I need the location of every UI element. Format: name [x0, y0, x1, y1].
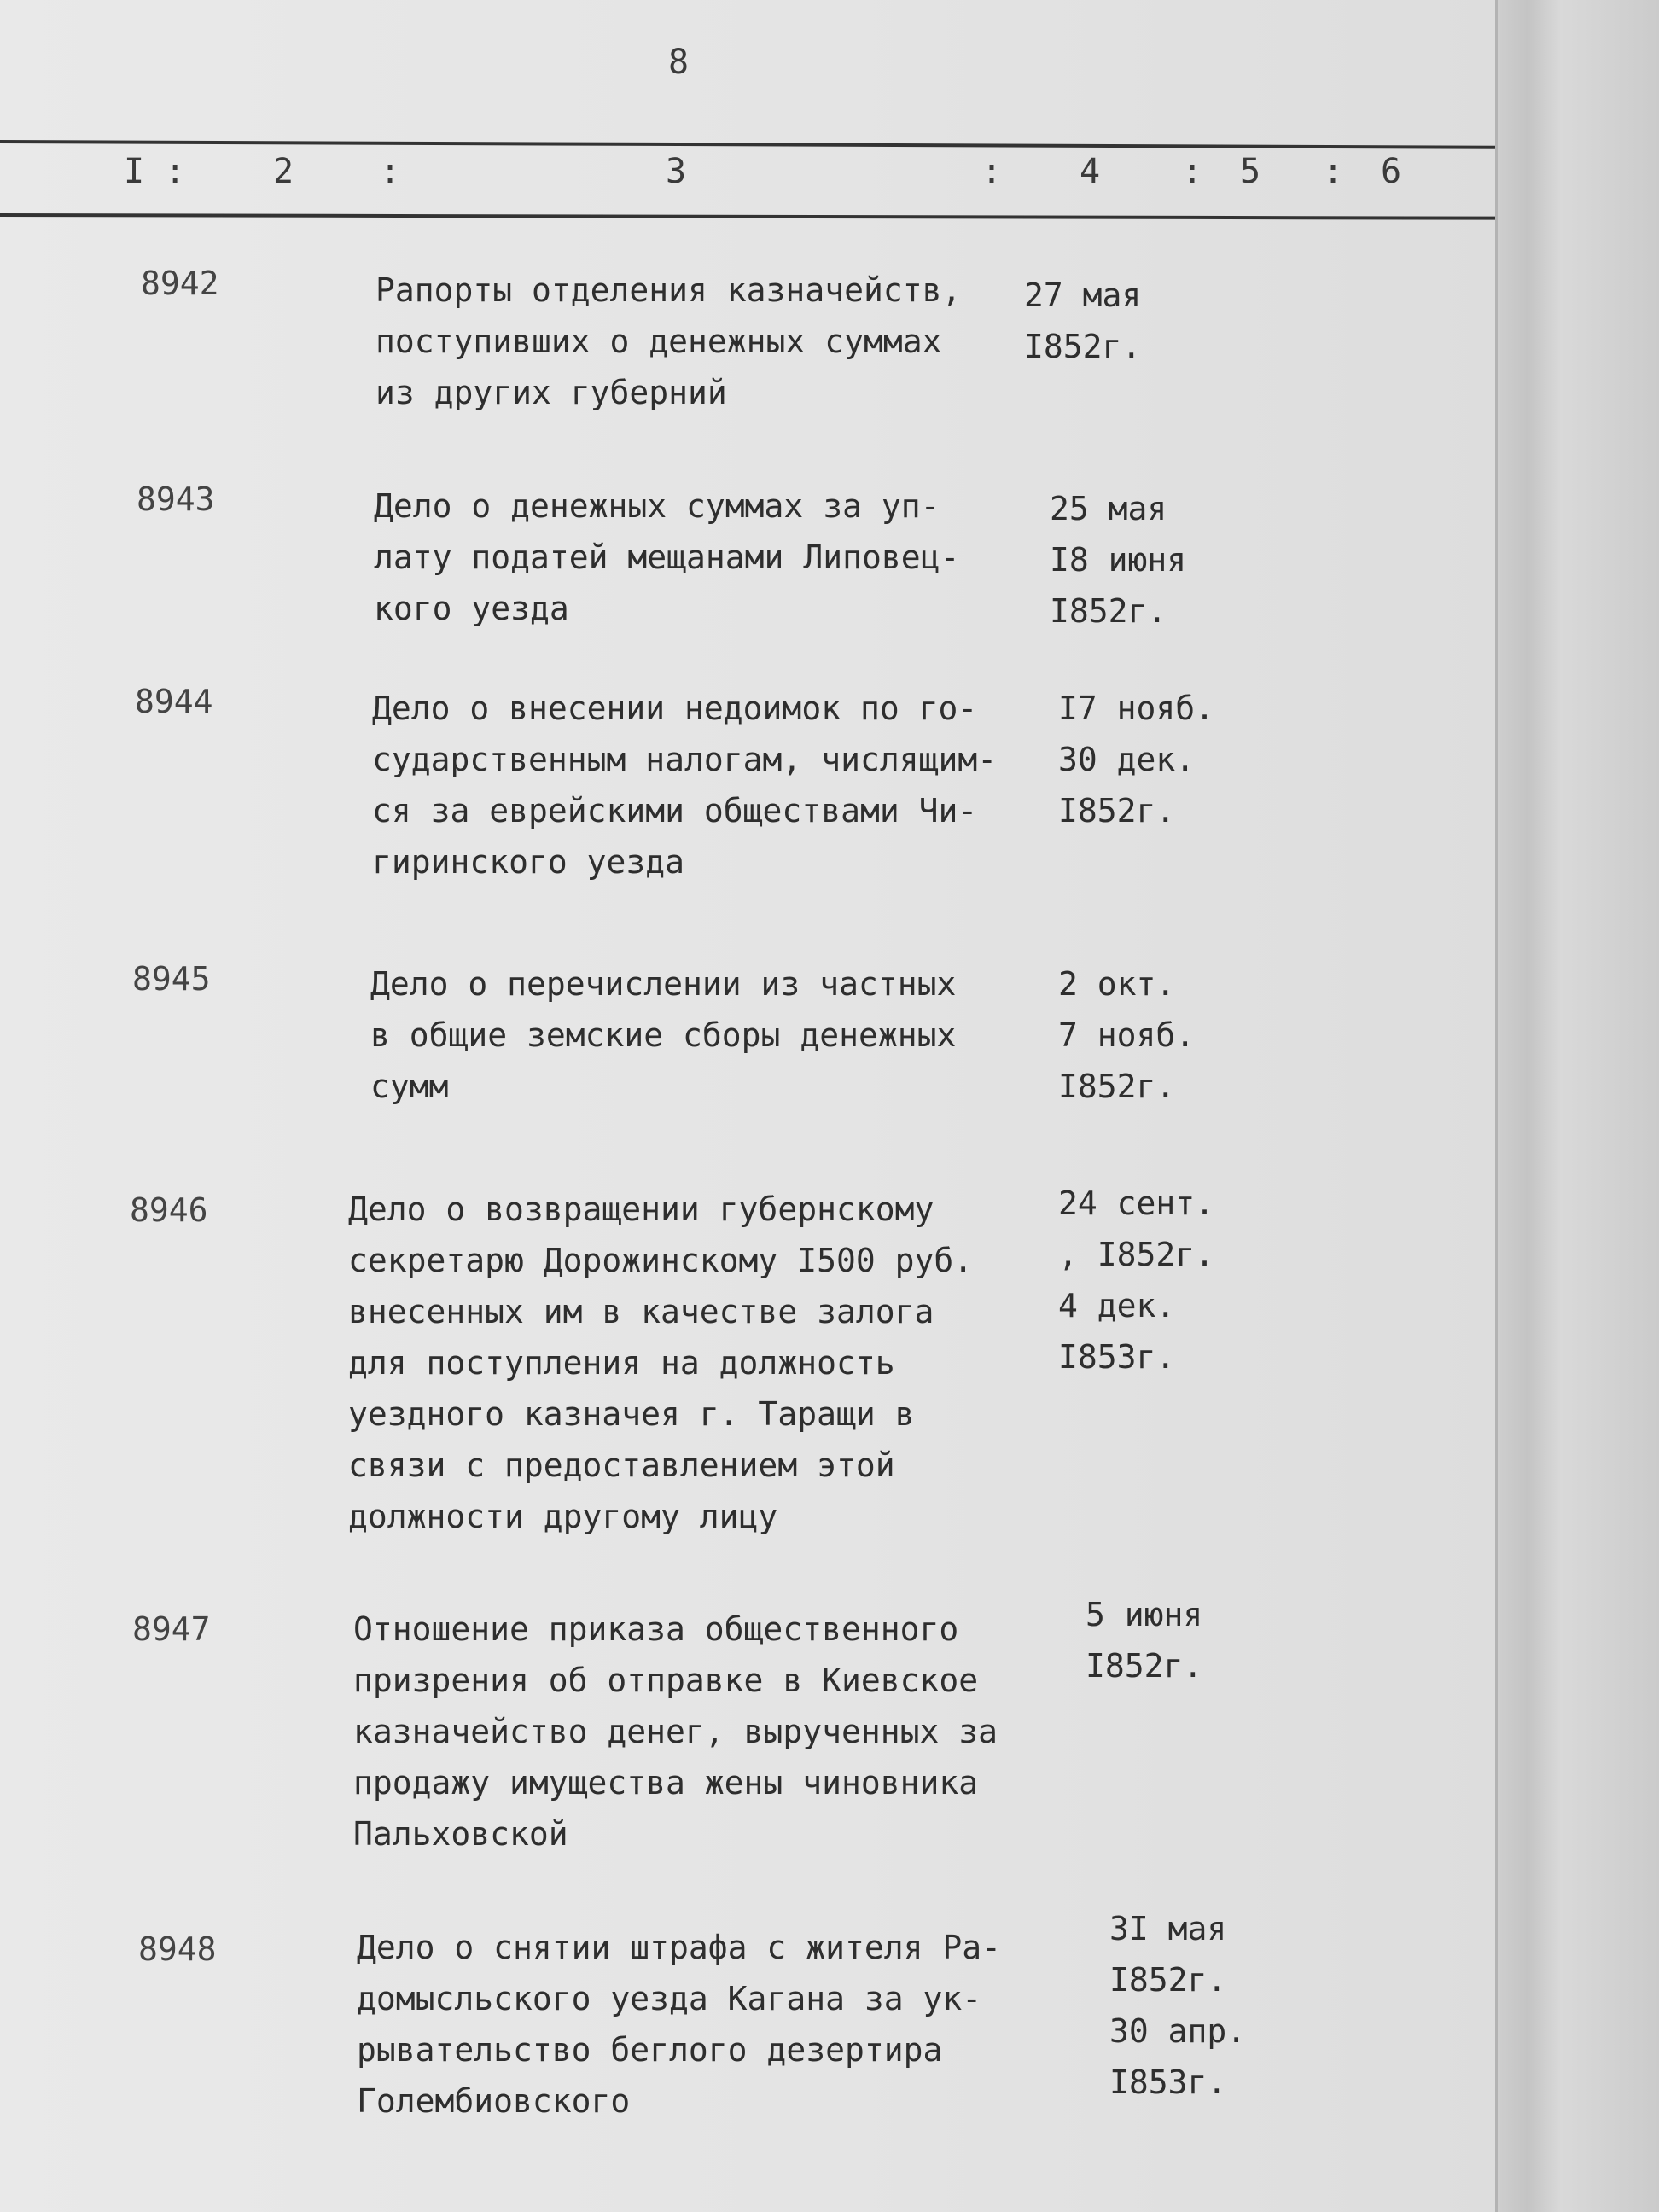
entry-title-line: связи с предоставлением этой — [348, 1447, 895, 1484]
entry-date-line: I852г. — [1058, 792, 1176, 830]
entry-dates — [1050, 483, 1186, 637]
column-separator: : — [1182, 152, 1203, 191]
entry-title-line: сударственным налогам, числящим- — [372, 741, 998, 778]
column-separator: : — [1323, 152, 1344, 191]
entry-title-line: домысльского уезда Кагана за ук- — [357, 1980, 982, 2017]
entry-dates — [1024, 270, 1141, 372]
entry-date-line: 24 сент. — [1058, 1185, 1215, 1222]
entry-title-line: гиринского уезда — [372, 843, 685, 881]
entry-dates — [1058, 958, 1195, 1112]
entry-title-line: поступивших о денежных суммах — [375, 323, 942, 360]
entry-title-line: для поступления на должность — [348, 1344, 895, 1382]
column-header-1: I : — [124, 152, 186, 191]
entry-number: 8944 — [135, 683, 213, 720]
entry-title — [370, 958, 956, 1112]
page-edge-background — [1495, 0, 1659, 2212]
page-number: 8 — [667, 43, 690, 82]
entry-date-line: 4 дек. — [1058, 1287, 1176, 1324]
entry-dates — [1086, 1589, 1202, 1691]
entry-title-line: Голембиовского — [357, 2082, 631, 2120]
entry-title — [372, 683, 997, 888]
entry-title-line: лату податей мещанами Липовец- — [374, 538, 960, 576]
entry-date-line: 5 июня — [1086, 1596, 1203, 1633]
entry-number: 8948 — [138, 1930, 217, 1968]
entry-title — [375, 265, 961, 418]
entry-date-line: , I852г. — [1058, 1236, 1215, 1273]
entry-title-line: Рапорты отделения казначейств, — [375, 271, 962, 309]
entry-date-line: 30 апр. — [1109, 2012, 1247, 2050]
entry-date-line: I852г. — [1058, 1068, 1176, 1105]
entry-date-line: I853г. — [1058, 1338, 1176, 1376]
column-header-4: 4 — [1080, 152, 1101, 191]
entry-date-line: 7 нояб. — [1058, 1016, 1196, 1054]
entry-title-line: рывательство беглого дезертира — [357, 2031, 943, 2069]
entry-title-line: сумм — [370, 1068, 449, 1105]
entry-date-line: I852г. — [1024, 328, 1142, 365]
column-header-5: 5 — [1240, 152, 1261, 191]
entry-title-line: ся за еврейскими обществами Чи- — [372, 792, 978, 830]
entry-title-line: Пальховской — [353, 1815, 568, 1853]
entry-title-line: казначейство денег, вырученных за — [353, 1713, 998, 1750]
entry-date-line: I7 нояб. — [1058, 690, 1215, 727]
entry-title-line: из других губерний — [375, 374, 727, 411]
entry-date-line: I852г. — [1086, 1647, 1203, 1685]
page-edge-line — [1495, 0, 1498, 2212]
entry-date-line: 27 мая — [1024, 276, 1142, 314]
entry-date-line: 25 мая — [1050, 490, 1167, 527]
entry-date-line: I852г. — [1050, 592, 1167, 630]
entry-date-line: I853г. — [1109, 2064, 1227, 2101]
entry-title — [353, 1604, 998, 1860]
entry-date-line: 30 дек. — [1058, 741, 1196, 778]
entry-number: 8942 — [141, 265, 219, 302]
entry-dates — [1058, 1178, 1214, 1382]
entry-title-line: Отношение приказа общественного — [353, 1610, 959, 1648]
entry-date-line: I852г. — [1109, 1961, 1227, 1999]
entry-title-line: секретарю Дорожинскому I500 руб. — [348, 1242, 974, 1279]
entry-title-line: Дело о снятии штрафа с жителя Ра- — [357, 1929, 1001, 1966]
column-header-2: 2 — [273, 152, 294, 191]
column-header-3: 3 — [666, 152, 687, 191]
entry-number: 8945 — [132, 960, 211, 998]
entry-number: 8943 — [137, 480, 215, 518]
entry-number: 8947 — [132, 1610, 211, 1648]
entry-title-line: продажу имущества жены чиновника — [353, 1764, 979, 1802]
entry-title-line: призрения об отправке в Киевское — [353, 1662, 979, 1699]
entry-title-line: Дело о внесении недоимок по го- — [372, 690, 978, 727]
entry-title — [374, 480, 959, 634]
column-separator: : — [380, 152, 401, 191]
entry-title-line: уездного казначея г. Таращи в — [348, 1395, 915, 1433]
column-separator: : — [981, 152, 1003, 191]
entry-title-line: кого уезда — [374, 590, 569, 627]
entry-dates — [1109, 1903, 1246, 2108]
entry-title-line: должности другому лицу — [348, 1498, 778, 1535]
entry-date-line: 2 окт. — [1058, 965, 1176, 1003]
entry-number: 8946 — [130, 1191, 208, 1229]
entry-date-line: 3I мая — [1109, 1910, 1227, 1947]
column-header-6: 6 — [1381, 152, 1402, 191]
entry-title — [348, 1184, 973, 1542]
entry-title — [357, 1922, 1001, 2127]
entry-dates — [1058, 683, 1214, 836]
entry-date-line: I8 июня — [1050, 541, 1187, 579]
entry-title-line: Дело о денежных суммах за уп- — [374, 487, 940, 525]
entry-title-line: в общие земские сборы денежных — [370, 1016, 957, 1054]
entry-title-line: внесенных им в качестве залога — [348, 1293, 934, 1330]
entry-title-line: Дело о возвращении губернскому — [348, 1190, 934, 1228]
entry-title-line: Дело о перечислении из частных — [370, 965, 957, 1003]
